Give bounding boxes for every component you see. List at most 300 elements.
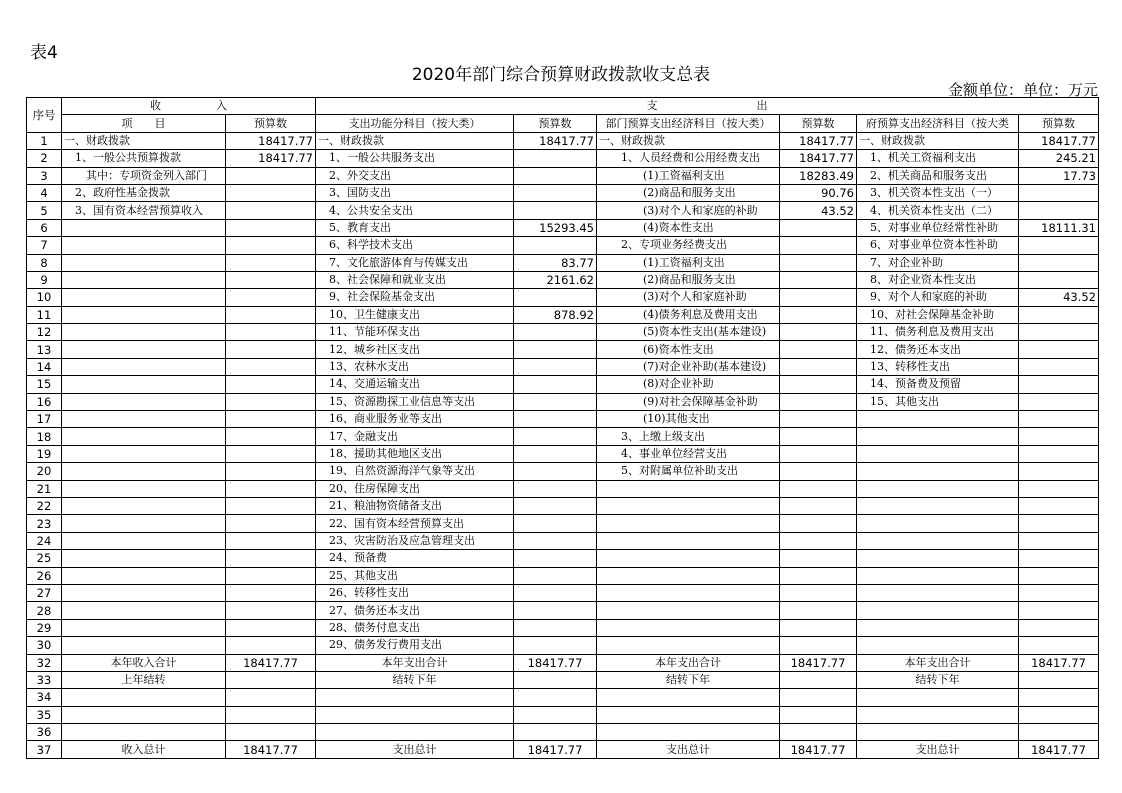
income-item-cell [62, 637, 226, 654]
dept-amount-cell [780, 376, 857, 393]
func-item-cell: 5、教育支出 [316, 219, 514, 236]
gov-item-cell [857, 706, 1019, 723]
income-item-cell [62, 271, 226, 288]
gov-item-cell [857, 480, 1019, 497]
func-amount-cell [514, 550, 597, 567]
func-amount-cell [514, 515, 597, 532]
dept-amount-cell [780, 271, 857, 288]
gov-amount-cell [1019, 271, 1099, 288]
gov-amount-cell [1019, 602, 1099, 619]
income-item-cell [62, 689, 226, 706]
gov-item-cell: 4、机关资本性支出（二） [857, 202, 1019, 219]
dept-amount-cell [780, 289, 857, 306]
gov-item-cell: 5、对事业单位经常性补助 [857, 219, 1019, 236]
table-row [27, 411, 1099, 428]
seq-cell: 20 [27, 463, 62, 480]
sheet-label: 表4 [30, 43, 58, 63]
income-amount-cell [226, 550, 316, 567]
func-amount-cell [514, 289, 597, 306]
table-row [27, 219, 1099, 236]
func-item-cell: 14、交通运输支出 [316, 376, 514, 393]
expense-header: 支 出 [316, 98, 1099, 115]
income-amount-cell [226, 463, 316, 480]
func-amount-cell [514, 602, 597, 619]
func-item-cell: 9、社会保险基金支出 [316, 289, 514, 306]
seq-cell: 10 [27, 289, 62, 306]
table-row [27, 550, 1099, 567]
seq-cell: 19 [27, 445, 62, 462]
seq-cell: 22 [27, 497, 62, 514]
gov-item-cell [857, 428, 1019, 445]
dept-amount-cell [780, 463, 857, 480]
income-item-cell [62, 289, 226, 306]
seq-cell: 29 [27, 619, 62, 636]
dept-amount-cell [780, 254, 857, 271]
table-row [27, 584, 1099, 601]
func-amount-cell: 18417.77 [514, 741, 597, 758]
dept-item-cell: (2)商品和服务支出 [597, 271, 780, 288]
dept-amount-cell [780, 550, 857, 567]
seq-cell: 32 [27, 654, 62, 671]
gov-amount-cell [1019, 619, 1099, 636]
income-item-cell [62, 567, 226, 584]
dept-amount-cell: 18417.77 [780, 132, 857, 149]
gov-item-cell [857, 637, 1019, 654]
gov-item-cell [857, 463, 1019, 480]
income-item-cell [62, 480, 226, 497]
gov-amount-cell [1019, 184, 1099, 201]
dept-item-cell: (6)资本性支出 [597, 341, 780, 358]
income-item-cell [62, 358, 226, 375]
gov-item-cell: 7、对企业补助 [857, 254, 1019, 271]
dept-amount-cell [780, 584, 857, 601]
income-item-cell [62, 550, 226, 567]
func-item-cell: 24、预备费 [316, 550, 514, 567]
income-amount-cell [226, 202, 316, 219]
func-item-cell: 12、城乡社区支出 [316, 341, 514, 358]
dept-amount-cell [780, 724, 857, 741]
gov-budget-header: 预算数 [1019, 115, 1099, 132]
dept-item-cell [597, 584, 780, 601]
income-amount-cell [226, 480, 316, 497]
seq-cell: 15 [27, 376, 62, 393]
func-item-cell: 13、农林水支出 [316, 358, 514, 375]
income-item-cell [62, 376, 226, 393]
gov-item-cell [857, 515, 1019, 532]
budget-table [26, 97, 1099, 759]
income-item-cell [62, 445, 226, 462]
dept-amount-cell [780, 689, 857, 706]
dept-item-cell: (2)商品和服务支出 [597, 184, 780, 201]
func-amount-cell: 878.92 [514, 306, 597, 323]
func-item-cell: 支出总计 [316, 741, 514, 758]
func-item-cell [316, 724, 514, 741]
income-item-cell [62, 428, 226, 445]
seq-cell: 33 [27, 671, 62, 688]
gov-amount-cell [1019, 724, 1099, 741]
income-item-cell: 收入总计 [62, 741, 226, 758]
dept-amount-cell [780, 480, 857, 497]
gov-item-cell: 13、转移性支出 [857, 358, 1019, 375]
dept-amount-cell [780, 671, 857, 688]
gov-amount-cell [1019, 497, 1099, 514]
gov-item-cell [857, 619, 1019, 636]
dept-item-cell: 1、人员经费和公用经费支出 [597, 150, 780, 167]
gov-item-cell: 8、对企业资本性支出 [857, 271, 1019, 288]
gov-amount-cell [1019, 376, 1099, 393]
income-amount-cell [226, 289, 316, 306]
dept-budget-header: 预算数 [780, 115, 857, 132]
gov-amount-cell: 18417.77 [1019, 741, 1099, 758]
dept-item-cell [597, 706, 780, 723]
func-amount-cell [514, 358, 597, 375]
dept-amount-cell: 18283.49 [780, 167, 857, 184]
gov-amount-cell: 18417.77 [1019, 654, 1099, 671]
seq-cell: 21 [27, 480, 62, 497]
func-amount-cell [514, 393, 597, 410]
dept-amount-cell [780, 219, 857, 236]
dept-item-cell: 一、财政拨款 [597, 132, 780, 149]
income-amount-cell [226, 184, 316, 201]
gov-amount-cell [1019, 411, 1099, 428]
gov-item-cell [857, 567, 1019, 584]
income-amount-cell [226, 324, 316, 341]
dept-econ-header: 部门预算支出经济科目（按大类） [597, 115, 780, 132]
seq-cell: 25 [27, 550, 62, 567]
gov-amount-cell [1019, 706, 1099, 723]
gov-item-cell [857, 689, 1019, 706]
income-item-cell: 2、政府性基金拨款 [62, 184, 226, 201]
income-item-cell [62, 341, 226, 358]
dept-item-cell: 4、事业单位经营支出 [597, 445, 780, 462]
page-title: 2020年部门综合预算财政拨款收支总表 [411, 65, 711, 85]
seq-cell: 27 [27, 584, 62, 601]
gov-item-cell: 9、对个人和家庭的补助 [857, 289, 1019, 306]
gov-item-cell: 结转下年 [857, 671, 1019, 688]
gov-item-cell: 15、其他支出 [857, 393, 1019, 410]
dept-item-cell [597, 497, 780, 514]
func-item-cell: 15、资源勘探工业信息等支出 [316, 393, 514, 410]
table-row [27, 289, 1099, 306]
dept-amount-cell: 18417.77 [780, 150, 857, 167]
func-amount-cell [514, 184, 597, 201]
dept-item-cell: 5、对附属单位补助支出 [597, 463, 780, 480]
dept-amount-cell [780, 324, 857, 341]
dept-amount-cell [780, 393, 857, 410]
func-item-cell: 3、国防支出 [316, 184, 514, 201]
income-amount-cell [226, 393, 316, 410]
gov-item-cell [857, 445, 1019, 462]
seq-cell: 36 [27, 724, 62, 741]
income-item-cell: 本年收入合计 [62, 654, 226, 671]
dept-item-cell [597, 724, 780, 741]
func-amount-cell [514, 584, 597, 601]
func-item-cell: 6、科学技术支出 [316, 237, 514, 254]
header-row-2 [27, 115, 1099, 132]
func-item-cell: 17、金融支出 [316, 428, 514, 445]
income-amount-cell [226, 532, 316, 549]
func-amount-cell: 15293.45 [514, 219, 597, 236]
func-amount-cell [514, 567, 597, 584]
dept-item-cell: (7)对企业补助(基本建设) [597, 358, 780, 375]
func-item-cell: 11、节能环保支出 [316, 324, 514, 341]
gov-item-cell [857, 532, 1019, 549]
dept-item-cell: (10)其他支出 [597, 411, 780, 428]
table-row [27, 602, 1099, 619]
dept-amount-cell: 18417.77 [780, 654, 857, 671]
seq-cell: 7 [27, 237, 62, 254]
func-item-cell: 25、其他支出 [316, 567, 514, 584]
func-item-cell: 2、外交支出 [316, 167, 514, 184]
func-amount-cell [514, 376, 597, 393]
func-amount-cell [514, 706, 597, 723]
income-amount-cell: 18417.77 [226, 132, 316, 149]
dept-item-cell [597, 689, 780, 706]
func-item-cell: 29、债务发行费用支出 [316, 637, 514, 654]
income-item-cell [62, 515, 226, 532]
func-amount-cell [514, 202, 597, 219]
gov-amount-cell [1019, 254, 1099, 271]
table-row [27, 689, 1099, 706]
income-item-cell [62, 724, 226, 741]
gov-amount-cell [1019, 428, 1099, 445]
dept-item-cell: 2、专项业务经费支出 [597, 237, 780, 254]
table-row [27, 376, 1099, 393]
func-item-cell: 本年支出合计 [316, 654, 514, 671]
func-item-cell: 20、住房保障支出 [316, 480, 514, 497]
seq-cell: 18 [27, 428, 62, 445]
income-amount-cell [226, 515, 316, 532]
gov-econ-header: 府预算支出经济科目（按大类 [857, 115, 1019, 132]
dept-amount-cell: 90.76 [780, 184, 857, 201]
income-item-cell [62, 219, 226, 236]
dept-amount-cell [780, 411, 857, 428]
gov-amount-cell [1019, 567, 1099, 584]
func-amount-cell [514, 150, 597, 167]
func-item-cell: 26、转移性支出 [316, 584, 514, 601]
seq-cell: 9 [27, 271, 62, 288]
seq-cell: 26 [27, 567, 62, 584]
income-item-cell [62, 237, 226, 254]
gov-amount-cell [1019, 532, 1099, 549]
gov-item-cell: 14、预备费及预留 [857, 376, 1019, 393]
item-header: 项 目 [62, 115, 226, 132]
income-amount-cell [226, 306, 316, 323]
gov-amount-cell [1019, 202, 1099, 219]
gov-amount-cell [1019, 671, 1099, 688]
gov-amount-cell [1019, 550, 1099, 567]
table-row [27, 237, 1099, 254]
income-item-cell [62, 602, 226, 619]
dept-amount-cell: 43.52 [780, 202, 857, 219]
table-row [27, 341, 1099, 358]
gov-amount-cell: 43.52 [1019, 289, 1099, 306]
table-row [27, 741, 1099, 758]
seq-cell: 11 [27, 306, 62, 323]
func-item-cell: 10、卫生健康支出 [316, 306, 514, 323]
table-row [27, 463, 1099, 480]
income-amount-cell [226, 637, 316, 654]
func-amount-cell [514, 237, 597, 254]
func-item-cell: 23、灾害防治及应急管理支出 [316, 532, 514, 549]
table-row [27, 132, 1099, 149]
income-amount-cell [226, 567, 316, 584]
gov-item-cell: 3、机关资本性支出（一） [857, 184, 1019, 201]
dept-item-cell [597, 619, 780, 636]
income-item-cell: 其中：专项资金列入部门 [62, 167, 226, 184]
income-item-cell: 1、一般公共预算拨款 [62, 150, 226, 167]
func-amount-cell [514, 689, 597, 706]
func-item-cell: 1、一般公共服务支出 [316, 150, 514, 167]
income-item-cell [62, 619, 226, 636]
table-row [27, 358, 1099, 375]
income-item-cell [62, 463, 226, 480]
dept-item-cell [597, 602, 780, 619]
func-amount-cell [514, 532, 597, 549]
seq-cell: 30 [27, 637, 62, 654]
seq-cell: 5 [27, 202, 62, 219]
dept-item-cell: (3)对个人和家庭的补助 [597, 202, 780, 219]
income-header: 收 入 [62, 98, 316, 115]
income-amount-cell [226, 411, 316, 428]
func-amount-cell [514, 671, 597, 688]
dept-item-cell: (1)工资福利支出 [597, 254, 780, 271]
func-amount-cell [514, 724, 597, 741]
table-row [27, 184, 1099, 201]
gov-amount-cell [1019, 358, 1099, 375]
dept-amount-cell [780, 637, 857, 654]
func-amount-cell [514, 619, 597, 636]
func-item-cell: 4、公共安全支出 [316, 202, 514, 219]
func-amount-cell [514, 411, 597, 428]
gov-item-cell: 支出总计 [857, 741, 1019, 758]
income-amount-cell [226, 219, 316, 236]
dept-item-cell [597, 550, 780, 567]
dept-amount-cell [780, 706, 857, 723]
dept-amount-cell: 18417.77 [780, 741, 857, 758]
func-amount-cell [514, 445, 597, 462]
seq-header: 序号 [27, 98, 62, 133]
income-item-cell [62, 393, 226, 410]
gov-amount-cell: 18417.77 [1019, 132, 1099, 149]
dept-item-cell: (4)资本性支出 [597, 219, 780, 236]
table-row [27, 428, 1099, 445]
header-row-1 [27, 98, 1099, 115]
gov-amount-cell: 245.21 [1019, 150, 1099, 167]
gov-amount-cell [1019, 324, 1099, 341]
func-amount-cell [514, 463, 597, 480]
income-budget-header: 预算数 [226, 115, 316, 132]
unit-label: 金额单位：单位：万元 [947, 81, 1098, 99]
gov-item-cell: 1、机关工资福利支出 [857, 150, 1019, 167]
func-budget-header: 预算数 [514, 115, 597, 132]
dept-item-cell: 支出总计 [597, 741, 780, 758]
func-amount-cell [514, 497, 597, 514]
table-row [27, 445, 1099, 462]
gov-amount-cell [1019, 306, 1099, 323]
dept-item-cell: (9)对社会保障基金补助 [597, 393, 780, 410]
dept-amount-cell [780, 306, 857, 323]
income-amount-cell [226, 341, 316, 358]
dept-amount-cell [780, 358, 857, 375]
income-amount-cell [226, 237, 316, 254]
func-item-cell: 16、商业服务业等支出 [316, 411, 514, 428]
income-item-cell: 一、财政拨款 [62, 132, 226, 149]
gov-item-cell [857, 584, 1019, 601]
dept-amount-cell [780, 602, 857, 619]
income-item-cell [62, 306, 226, 323]
income-amount-cell [226, 428, 316, 445]
income-amount-cell [226, 445, 316, 462]
func-amount-cell: 18417.77 [514, 132, 597, 149]
gov-amount-cell [1019, 393, 1099, 410]
gov-item-cell: 12、债务还本支出 [857, 341, 1019, 358]
dept-item-cell [597, 532, 780, 549]
gov-amount-cell [1019, 463, 1099, 480]
func-item-cell: 8、社会保障和就业支出 [316, 271, 514, 288]
table-row [27, 167, 1099, 184]
gov-item-cell [857, 411, 1019, 428]
func-item-cell: 19、自然资源海洋气象等支出 [316, 463, 514, 480]
func-amount-cell [514, 428, 597, 445]
gov-item-cell: 本年支出合计 [857, 654, 1019, 671]
func-item-cell: 18、援助其他地区支出 [316, 445, 514, 462]
func-amount-cell: 18417.77 [514, 654, 597, 671]
seq-cell: 28 [27, 602, 62, 619]
income-amount-cell [226, 497, 316, 514]
table-row [27, 497, 1099, 514]
gov-item-cell: 2、机关商品和服务支出 [857, 167, 1019, 184]
func-amount-cell [514, 637, 597, 654]
dept-item-cell: (4)债务利息及费用支出 [597, 306, 780, 323]
seq-cell: 13 [27, 341, 62, 358]
income-amount-cell [226, 376, 316, 393]
func-amount-cell: 83.77 [514, 254, 597, 271]
income-amount-cell [226, 706, 316, 723]
gov-item-cell: 一、财政拨款 [857, 132, 1019, 149]
table-row [27, 271, 1099, 288]
income-item-cell [62, 706, 226, 723]
gov-item-cell: 11、债务利息及费用支出 [857, 324, 1019, 341]
income-item-cell: 上年结转 [62, 671, 226, 688]
income-amount-cell [226, 271, 316, 288]
func-amount-cell [514, 480, 597, 497]
func-amount-cell [514, 341, 597, 358]
seq-cell: 24 [27, 532, 62, 549]
func-item-cell [316, 706, 514, 723]
income-amount-cell [226, 689, 316, 706]
gov-amount-cell [1019, 237, 1099, 254]
gov-item-cell: 10、对社会保障基金补助 [857, 306, 1019, 323]
income-item-cell: 3、国有资本经营预算收入 [62, 202, 226, 219]
func-item-cell: 7、文化旅游体育与传媒支出 [316, 254, 514, 271]
table-row [27, 619, 1099, 636]
seq-cell: 16 [27, 393, 62, 410]
table-row [27, 706, 1099, 723]
dept-item-cell: 3、上缴上级支出 [597, 428, 780, 445]
table-row [27, 480, 1099, 497]
func-item-cell: 28、债务付息支出 [316, 619, 514, 636]
table-row [27, 724, 1099, 741]
gov-amount-cell [1019, 637, 1099, 654]
income-item-cell [62, 324, 226, 341]
income-amount-cell [226, 358, 316, 375]
table-row [27, 567, 1099, 584]
dept-item-cell [597, 637, 780, 654]
gov-item-cell [857, 602, 1019, 619]
gov-amount-cell: 17.73 [1019, 167, 1099, 184]
gov-item-cell [857, 724, 1019, 741]
